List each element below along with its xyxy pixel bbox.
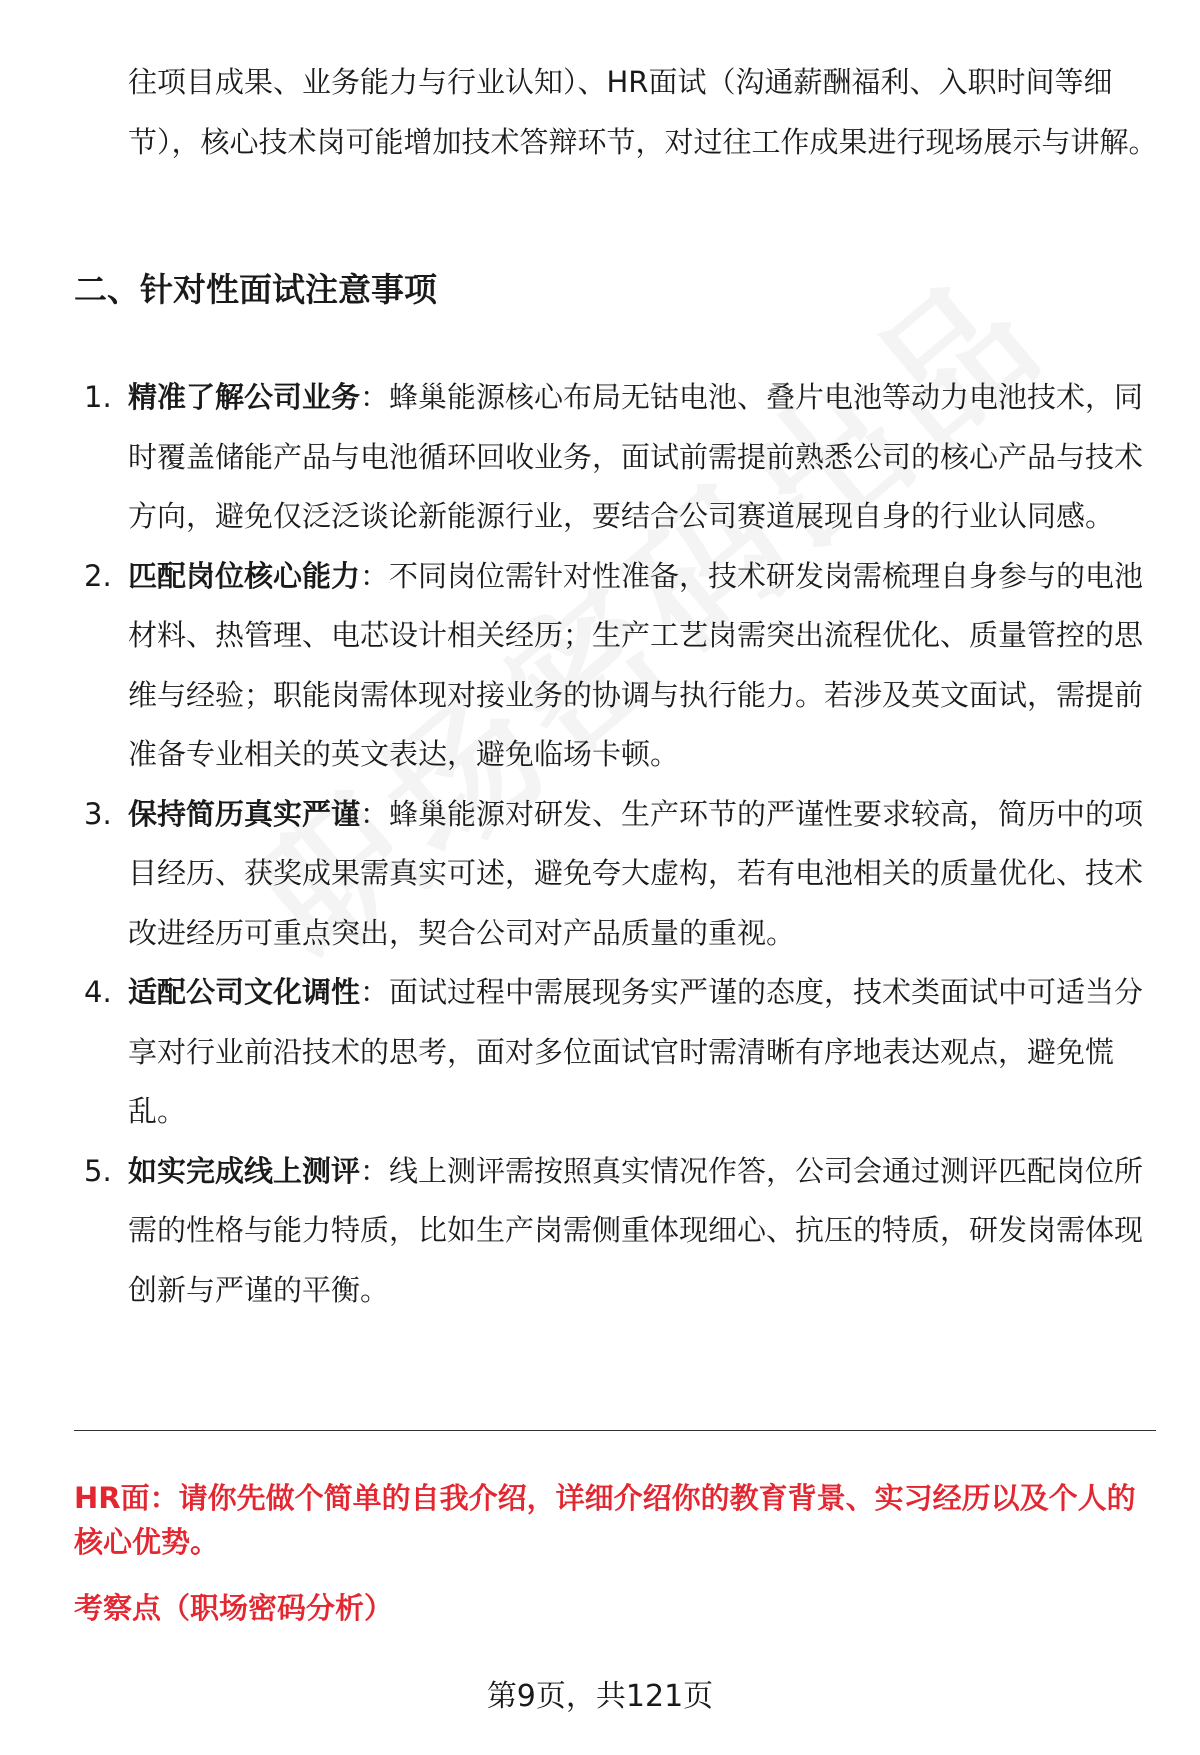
list-item-text: ：面试过程中需展现务实严谨的态度，技术类面试中可适当分享对行业前沿技术的思考，面对多位面试官时需清晰有序地表达观点，避免慌乱。 <box>128 975 1144 1128</box>
page-number: 第9页，共121页 <box>486 1679 714 1714</box>
list-item <box>74 368 1164 547</box>
notes-list <box>74 368 1164 1320</box>
list-item <box>74 785 1164 964</box>
list-item-content <box>128 368 1164 547</box>
list-item <box>74 547 1164 785</box>
list-item-text: ：蜂巢能源核心布局无钴电池、叠片电池等动力电池技术，同时覆盖储能产品与电池循环回收业务，面试前需提前熟悉公司的核心产品与技术方向，避免仅泛泛谈论新能源行业，要结合公司赛道展现自身的行业认同感。 <box>128 380 1144 533</box>
list-item-number: 3. <box>84 796 112 831</box>
list-item-text: ：蜂巢能源对研发、生产环节的严谨性要求较高，简历中的项目经历、获奖成果需真实可述，避免夸大虚构，若有电池相关的质量优化、技术改进经历可重点突出，契合公司对产品质量的重视。 <box>128 796 1144 950</box>
list-item-label: 匹配岗位核心能力 <box>128 558 361 593</box>
interview-question: HR面：请你先做个简单的自我介绍，详细介绍你的教育背景、实习经历以及个人的核心优势。 <box>74 1481 1136 1559</box>
list-item-number: 1. <box>84 380 112 414</box>
list-item <box>74 1142 1164 1321</box>
list-item-number: 2. <box>84 558 112 593</box>
list-item-label: 适配公司文化调性 <box>128 975 361 1009</box>
list-item-label: 如实完成线上测评 <box>128 1153 361 1188</box>
intro-paragraph: 往项目成果、业务能力与行业认知）、HR面试（沟通薪酬福利、入职时间等细节），核心技术岗可能增加技术答辩环节，对过往工作成果进行现场展示与讲解。 <box>128 65 1158 159</box>
list-item-text: ：线上测评需按照真实情况作答，公司会通过测评匹配岗位所需的性格与能力特质，比如生产岗需侧重体现细心、抗压的特质，研发岗需体现创新与严谨的平衡。 <box>128 1153 1144 1307</box>
list-item-content <box>128 547 1164 785</box>
list-item-content <box>128 1142 1164 1321</box>
divider <box>74 1430 1156 1431</box>
list-item-content <box>128 963 1164 1142</box>
list-item-number: 5. <box>84 1153 112 1188</box>
list-item-content <box>128 785 1164 964</box>
list-item-text: ：不同岗位需针对性准备，技术研发岗需梳理自身参与的电池材料、热管理、电芯设计相关经历；生产工艺岗需突出流程优化、质量管控的思维与经验；职能岗需体现对接业务的协调与执行能力。若涉及英文面试，需提前准备专业相关的英文表达，避免临场卡顿。 <box>128 558 1144 771</box>
section-title: 二、针对性面试注意事项 <box>74 270 437 309</box>
list-item-label: 保持简历真实严谨 <box>128 796 361 831</box>
list-item-label: 精准了解公司业务 <box>128 380 361 414</box>
list-item <box>74 963 1164 1142</box>
analysis-heading: 考察点（职场密码分析） <box>74 1591 394 1625</box>
list-item-number: 4. <box>84 975 112 1009</box>
